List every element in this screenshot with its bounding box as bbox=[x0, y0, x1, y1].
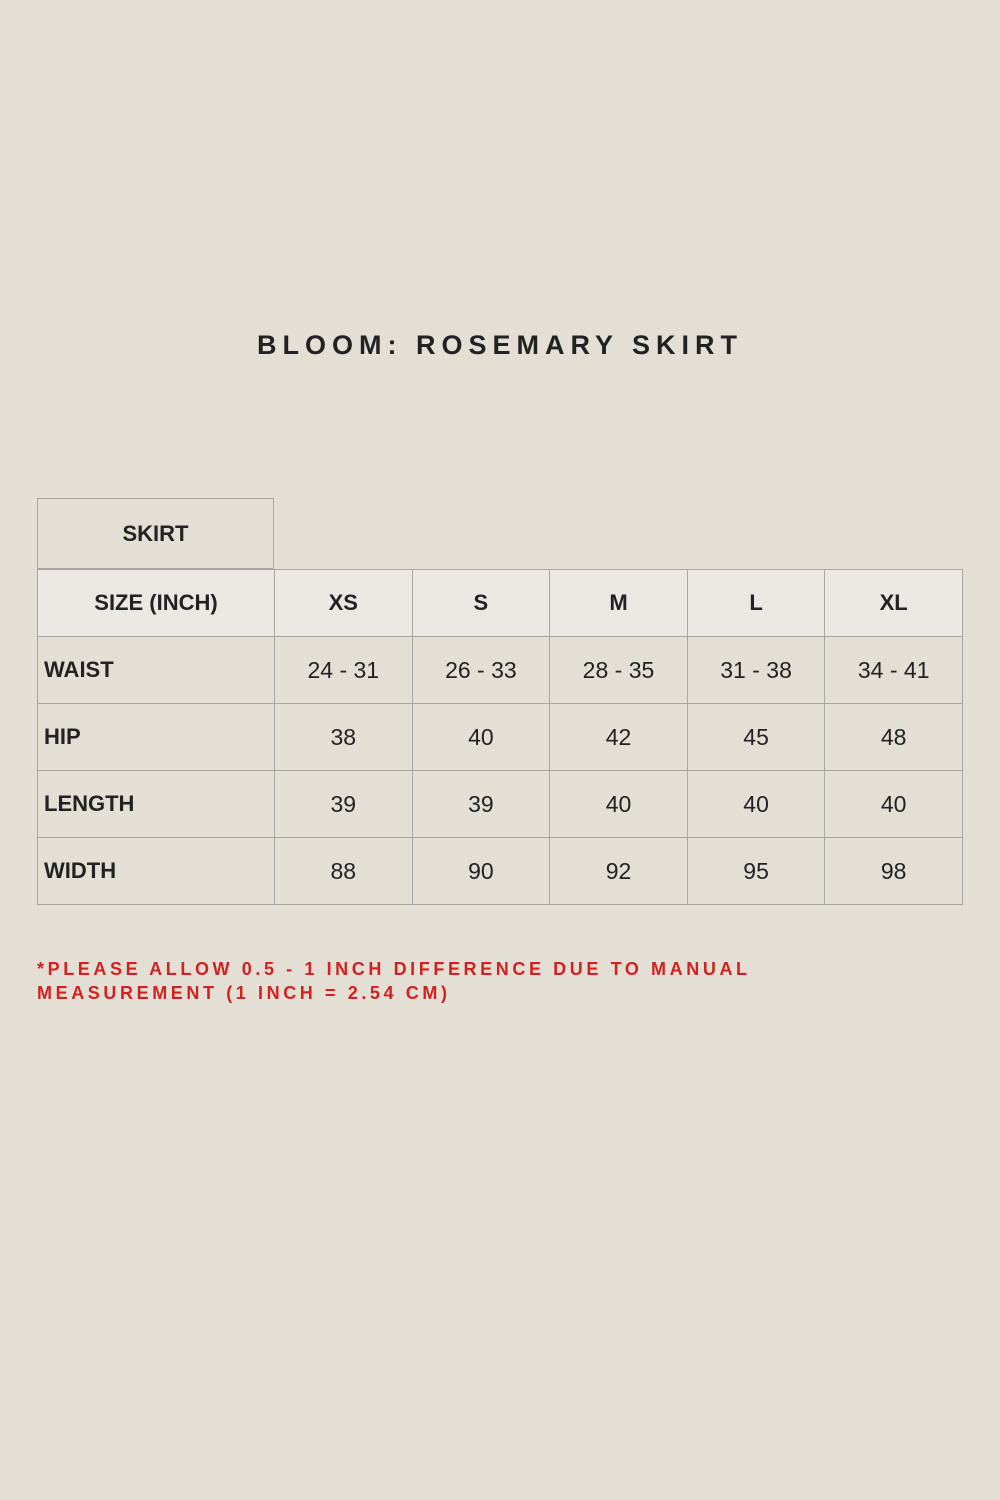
table-cell: 38 bbox=[275, 704, 413, 771]
page-title: BLOOM: ROSEMARY SKIRT bbox=[256, 330, 743, 360]
row-label: WIDTH bbox=[38, 838, 275, 905]
row-label: WAIST bbox=[38, 637, 275, 704]
table-cell: 26 - 33 bbox=[412, 637, 550, 704]
table-row-width bbox=[38, 838, 963, 905]
measurement-note bbox=[37, 957, 937, 1005]
table-cell: 31 - 38 bbox=[687, 637, 825, 704]
table-cell: 40 bbox=[687, 771, 825, 838]
table-cell: 39 bbox=[275, 771, 413, 838]
table-cell: 40 bbox=[550, 771, 688, 838]
table-cell: 88 bbox=[275, 838, 413, 905]
table-cell: 28 - 35 bbox=[550, 637, 688, 704]
size-chart-table bbox=[37, 569, 963, 905]
header-size-m: M bbox=[550, 570, 688, 637]
table-cell: 24 - 31 bbox=[275, 637, 413, 704]
table-cell: 40 bbox=[412, 704, 550, 771]
header-size-l: L bbox=[687, 570, 825, 637]
table-row-waist bbox=[38, 637, 963, 704]
header-size-xl: XL bbox=[825, 570, 963, 637]
table-cell: 45 bbox=[687, 704, 825, 771]
table-row-length bbox=[38, 771, 963, 838]
table-cell: 90 bbox=[412, 838, 550, 905]
table-cell: 92 bbox=[550, 838, 688, 905]
header-size-xs: XS bbox=[275, 570, 413, 637]
table-cell: 48 bbox=[825, 704, 963, 771]
row-label: HIP bbox=[38, 704, 275, 771]
table-cell: 40 bbox=[825, 771, 963, 838]
table-row-hip bbox=[38, 704, 963, 771]
table-cell: 98 bbox=[825, 838, 963, 905]
header-size-label: SIZE (INCH) bbox=[38, 570, 275, 637]
table-cell: 34 - 41 bbox=[825, 637, 963, 704]
table-cell: 42 bbox=[550, 704, 688, 771]
table-header-row bbox=[38, 570, 963, 637]
table-cell: 39 bbox=[412, 771, 550, 838]
row-label: LENGTH bbox=[38, 771, 275, 838]
measurement-note-line-2: MEASUREMENT (1 INCH = 2.54 CM) bbox=[37, 983, 451, 1003]
measurement-note-line-1: *PLEASE ALLOW 0.5 - 1 INCH DIFFERENCE DUE TO MANUAL bbox=[37, 959, 751, 979]
table-cell: 95 bbox=[687, 838, 825, 905]
category-label: SKIRT bbox=[37, 498, 274, 570]
header-size-s: S bbox=[412, 570, 550, 637]
